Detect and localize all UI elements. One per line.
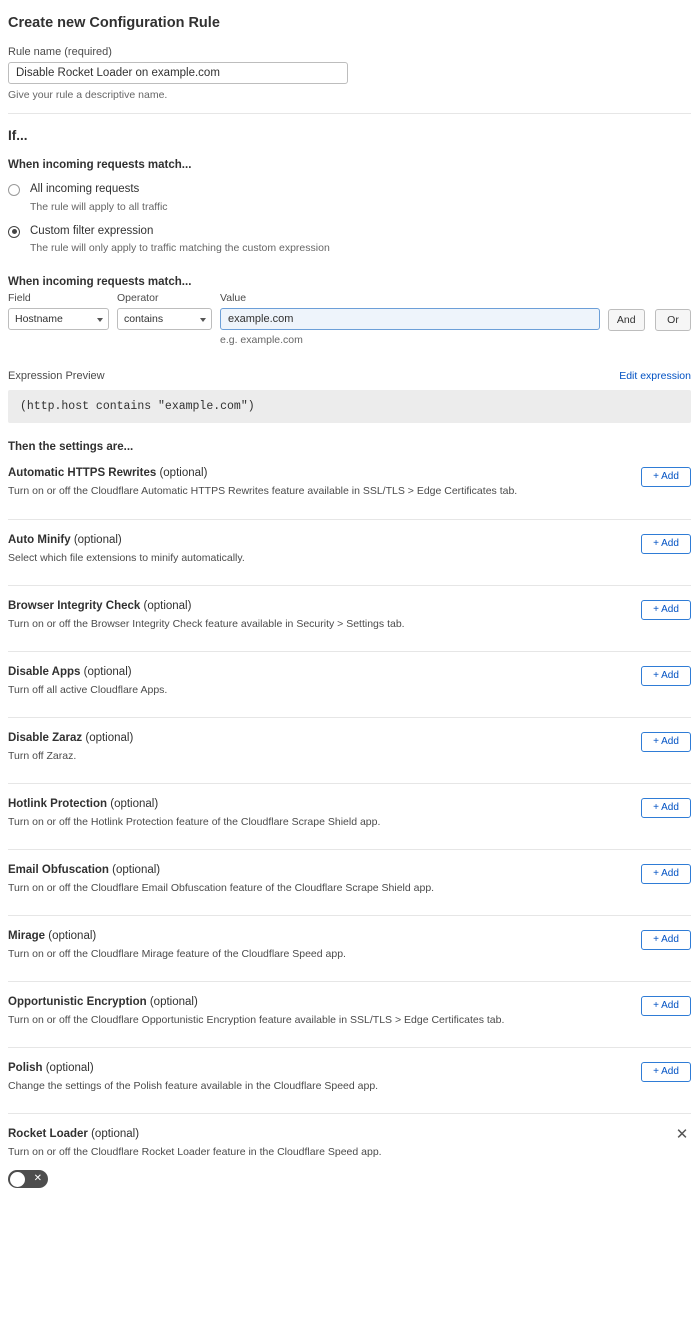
field-column-label: Field <box>8 292 31 305</box>
and-button[interactable]: And <box>608 309 645 331</box>
setting-row-opportunistic-encryption <box>8 981 691 1047</box>
setting-title <box>8 600 691 612</box>
setting-title <box>8 1062 691 1074</box>
setting-optional: (optional) <box>110 798 159 811</box>
setting-optional: (optional) <box>45 1062 94 1075</box>
add-button[interactable]: + Add <box>641 996 691 1016</box>
add-button[interactable]: + Add <box>641 534 691 554</box>
section-divider <box>8 113 691 114</box>
radio-icon-all-requests[interactable] <box>8 184 20 196</box>
setting-title <box>8 534 691 546</box>
operator-select-value: contains <box>124 313 164 326</box>
value-input[interactable] <box>220 308 600 330</box>
setting-description: Turn on or off the Cloudflare Mirage feature of the Cloudflare Speed app. <box>8 948 346 961</box>
add-button[interactable]: + Add <box>641 600 691 620</box>
match-label: When incoming requests match... <box>8 159 192 171</box>
setting-row-polish <box>8 1047 691 1113</box>
setting-title <box>8 666 691 678</box>
setting-title <box>8 996 691 1008</box>
field-select-value: Hostname <box>15 313 63 326</box>
setting-description: Select which file extensions to minify automatically. <box>8 552 245 565</box>
setting-name: Email Obfuscation <box>8 864 109 877</box>
close-icon[interactable]: ✕ <box>675 1126 689 1144</box>
radio-label-custom-filter: Custom filter expression <box>30 224 154 237</box>
operator-select[interactable] <box>117 308 212 330</box>
chevron-down-icon <box>200 318 206 322</box>
radio-option-custom-filter[interactable] <box>8 224 691 255</box>
setting-description: Turn on or off the Cloudflare Rocket Loader feature in the Cloudflare Speed app. <box>8 1146 382 1159</box>
setting-name: Auto Minify <box>8 534 71 547</box>
toggle-knob <box>10 1172 25 1187</box>
rule-name-help: Give your rule a descriptive name. <box>8 89 168 101</box>
setting-description: Turn on or off the Cloudflare Email Obfuscation feature of the Cloudflare Scrape Shield app. <box>8 882 435 895</box>
setting-optional: (optional) <box>159 467 208 480</box>
setting-optional: (optional) <box>91 1128 140 1141</box>
expression-preview-label: Expression Preview <box>8 370 105 383</box>
setting-name: Disable Apps <box>8 666 81 679</box>
setting-row-auto-minify <box>8 519 691 585</box>
setting-optional: (optional) <box>112 864 161 877</box>
expression-preview-box: (http.host contains "example.com") <box>8 390 691 423</box>
rocket-loader-toggle[interactable] <box>8 1170 48 1188</box>
setting-description: Turn on or off the Browser Integrity Check feature available in Security > Settings tab. <box>8 618 405 631</box>
configuration-rule-form <box>0 8 699 1200</box>
setting-title <box>8 798 691 810</box>
setting-title <box>8 467 691 479</box>
filter-heading: When incoming requests match... <box>8 276 192 289</box>
if-section-heading: If... <box>8 128 28 143</box>
setting-description: Change the settings of the Polish feature available in the Cloudflare Speed app. <box>8 1080 379 1093</box>
setting-optional: (optional) <box>149 996 198 1009</box>
setting-name: Rocket Loader <box>8 1128 88 1141</box>
setting-title <box>8 930 691 942</box>
setting-optional: (optional) <box>143 600 192 613</box>
setting-optional: (optional) <box>83 666 132 679</box>
setting-description: Turn off Zaraz. <box>8 750 77 763</box>
value-hint: e.g. example.com <box>220 334 303 347</box>
value-column-label: Value <box>220 292 247 305</box>
setting-row-email-obfuscation <box>8 849 691 915</box>
radio-desc-custom-filter: The rule will only apply to traffic matching the custom expression <box>30 242 330 255</box>
setting-title <box>8 732 691 744</box>
add-button[interactable]: + Add <box>641 1062 691 1082</box>
radio-label-all-requests: All incoming requests <box>30 183 140 195</box>
add-button[interactable]: + Add <box>641 864 691 884</box>
setting-name: Polish <box>8 1062 43 1075</box>
setting-optional: (optional) <box>73 534 122 547</box>
radio-option-all-requests[interactable] <box>8 182 691 213</box>
chevron-down-icon <box>97 318 103 322</box>
setting-name: Automatic HTTPS Rewrites <box>8 467 157 480</box>
setting-description: Turn off all active Cloudflare Apps. <box>8 684 168 697</box>
or-button[interactable]: Or <box>655 309 691 331</box>
setting-name: Mirage <box>8 930 46 943</box>
radio-icon-custom-filter[interactable] <box>8 226 20 238</box>
setting-name: Opportunistic Encryption <box>8 996 147 1009</box>
add-button[interactable]: + Add <box>641 930 691 950</box>
operator-column-label: Operator <box>117 292 159 305</box>
rule-name-label: Rule name (required) <box>8 46 112 58</box>
setting-optional: (optional) <box>48 930 97 943</box>
setting-optional: (optional) <box>85 732 134 745</box>
setting-name: Hotlink Protection <box>8 798 108 811</box>
rule-name-input[interactable] <box>8 62 348 84</box>
filter-builder-row <box>8 292 691 346</box>
setting-description: Turn on or off the Cloudflare Opportunistic Encryption feature available in SSL/TLS > Edge Certificates tab. <box>8 1014 505 1027</box>
then-section-heading: Then the settings are... <box>8 441 134 454</box>
edit-expression-link[interactable]: Edit expression <box>619 370 691 383</box>
setting-row-disable-zaraz <box>8 717 691 783</box>
setting-name: Browser Integrity Check <box>8 600 141 613</box>
setting-row-browser-integrity-check <box>8 585 691 651</box>
add-button[interactable]: + Add <box>641 666 691 686</box>
field-select[interactable] <box>8 308 109 330</box>
add-button[interactable]: + Add <box>641 732 691 752</box>
setting-row-rocket-loader <box>8 1113 691 1200</box>
setting-description: Turn on or off the Hotlink Protection feature of the Cloudflare Scrape Shield app. <box>8 816 381 829</box>
setting-row-hotlink-protection <box>8 783 691 849</box>
setting-title <box>8 864 691 876</box>
toggle-off-icon: ✕ <box>33 1173 42 1185</box>
add-button[interactable]: + Add <box>641 467 691 487</box>
setting-description: Turn on or off the Cloudflare Automatic HTTPS Rewrites feature available in SSL/TLS > Edge Certificates tab. <box>8 485 518 498</box>
setting-row-disable-apps <box>8 651 691 717</box>
page-title: Create new Configuration Rule <box>8 15 220 31</box>
setting-row-automatic-https-rewrites <box>8 453 691 519</box>
setting-name: Disable Zaraz <box>8 732 83 745</box>
setting-row-mirage <box>8 915 691 981</box>
setting-title <box>8 1126 691 1144</box>
expression-preview-header <box>8 370 691 382</box>
radio-desc-all-requests: The rule will apply to all traffic <box>30 200 168 213</box>
add-button[interactable]: + Add <box>641 798 691 818</box>
